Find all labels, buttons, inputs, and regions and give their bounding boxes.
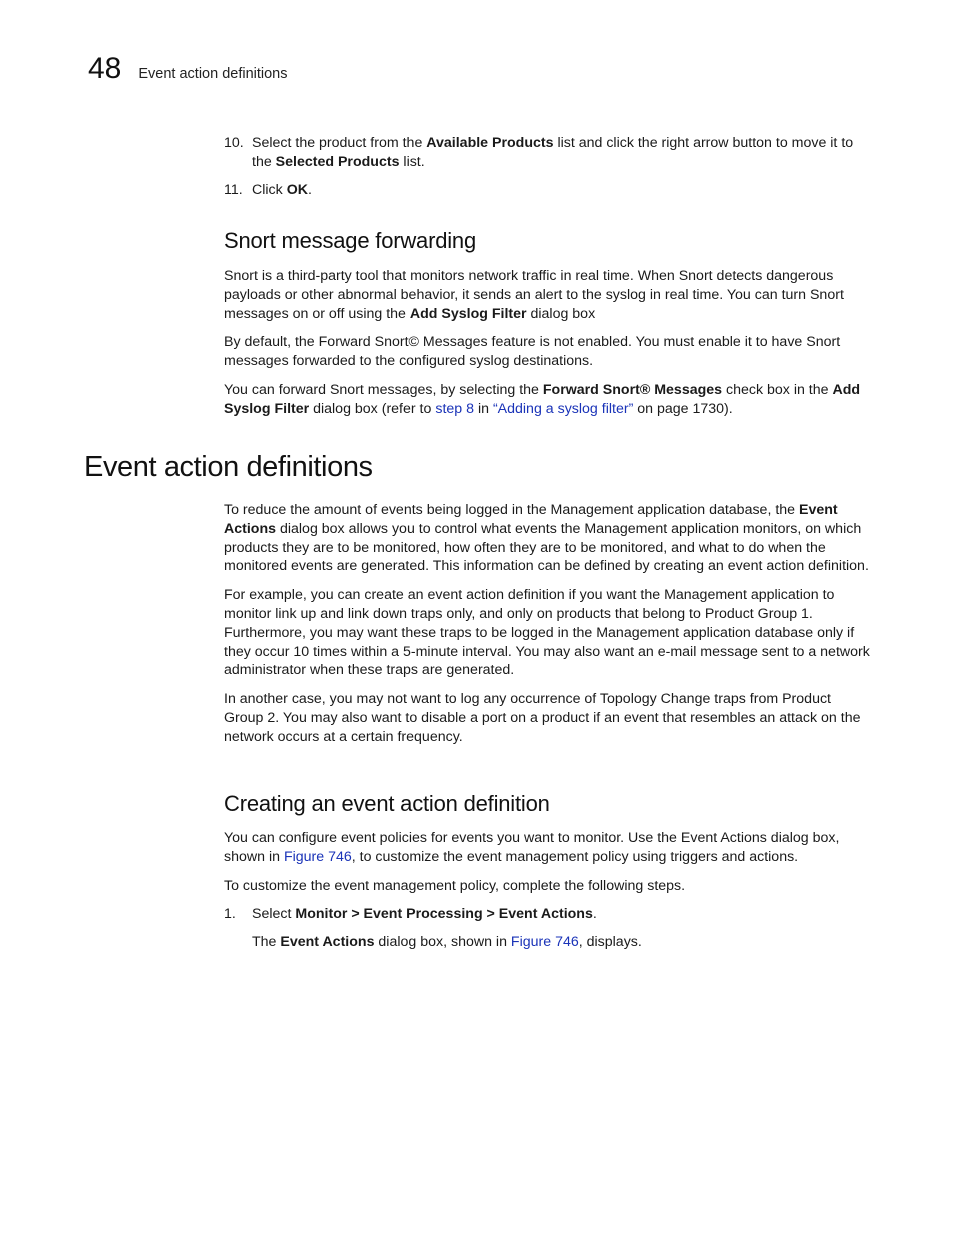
ui-term: Available Products: [426, 135, 554, 151]
text: To reduce the amount of events being logged in the Management application database, the: [224, 502, 799, 518]
menu-path: Monitor > Event Processing > Event Actions: [295, 906, 593, 923]
link-figure-746[interactable]: Figure 746: [510, 934, 579, 951]
text: , displays.: [578, 934, 642, 951]
paragraph: By default, the Forward Snort© Messages feature is not enabled. You must enable it to have Snort messages forwarded to the configured syslog destinations.: [224, 334, 841, 370]
text: Snort is a third-party tool that monitors network traffic in real time. When Snort detects dangerous payloads or other abnormal behavior, it sends an alert to the syslog in real time. You can turn Snort messages on or off using the: [224, 268, 844, 322]
chapter-number: 48: [88, 52, 122, 85]
text: dialog box: [526, 305, 596, 322]
paragraph: In another case, you may not want to log any occurrence of Topology Change traps from Product Group 2. You may also want to disable a port on a product if an event that resembles an attack on the network occurs at a certain frequency.: [224, 691, 861, 745]
step-text: Click: [252, 181, 287, 198]
paragraph: To customize the event management policy, complete the following steps.: [224, 877, 686, 894]
paragraph: [224, 381, 872, 419]
step-text: list.: [399, 153, 425, 170]
ui-term: Add Syslog Filter: [224, 381, 861, 417]
text: dialog box (refer to: [309, 400, 436, 417]
ui-term: Selected Products: [275, 153, 400, 170]
text: .: [592, 906, 597, 923]
section-heading: Creating an event action definition: [224, 791, 550, 816]
text: check box in the: [722, 381, 833, 398]
step-text: .: [307, 181, 312, 198]
text: , to customize the event management policy using triggers and actions.: [351, 848, 799, 865]
step-number: 1.: [224, 906, 236, 923]
creating-section: [224, 791, 872, 817]
step-10: [224, 134, 872, 172]
ui-term: Event Actions: [224, 502, 838, 537]
snort-section: [224, 228, 872, 254]
text: on page 1730).: [633, 400, 733, 417]
main-heading: Event action definitions: [84, 451, 373, 483]
text: Select: [252, 906, 296, 923]
paragraph: [224, 829, 872, 867]
step-1: [224, 905, 872, 924]
ui-term: Forward Snort® Messages: [542, 381, 723, 398]
text: in: [474, 400, 493, 417]
ui-term: OK: [286, 181, 308, 198]
page-header: [88, 52, 288, 86]
link-figure-746[interactable]: Figure 746: [283, 848, 352, 865]
creating-body: [224, 829, 872, 952]
step-number: 10.: [224, 135, 244, 151]
text: dialog box, shown in: [374, 934, 511, 951]
step-number: 11.: [224, 181, 243, 198]
snort-body: [224, 267, 872, 429]
ui-term: Event Actions: [280, 934, 375, 951]
step-11: [224, 181, 872, 200]
chapter-title: Event action definitions: [138, 66, 288, 82]
text: dialog box allows you to control what events the Management application monitors, on which products they are to be monitored, how often they are to be monitored, and what to do when the monitored events are generated. This information can be defined by creating an event action definition.: [224, 520, 869, 575]
step-text: Select the product from the: [252, 135, 427, 151]
text: You can configure event policies for events you want to monitor. Use the Event Actions dialog box, shown in: [224, 830, 840, 865]
link-adding-syslog-filter[interactable]: “Adding a syslog filter”: [492, 400, 634, 417]
paragraph: [224, 501, 872, 576]
event-defs-body: [224, 501, 872, 757]
step-text: list and click the right arrow button to move it to the: [252, 135, 854, 170]
top-steps: [224, 134, 872, 208]
section-heading: Snort message forwarding: [224, 228, 476, 253]
ui-term: Add Syslog Filter: [409, 305, 527, 322]
link-step-8[interactable]: step 8: [435, 400, 474, 417]
text: You can forward Snort messages, by selecting the: [224, 381, 543, 398]
text: The: [252, 934, 281, 951]
step-1-result: [224, 933, 872, 952]
paragraph: [224, 267, 872, 323]
paragraph: For example, you can create an event action definition if you want the Management application to monitor link up and link down traps only, and only on products that belong to Product Group 1. Furthermore, you may want these traps to be logged in the Management application database only if they occur 10 times within a 5-minute interval. You may also want an e-mail message sent to a network administrator when these traps are generated.: [224, 587, 870, 679]
